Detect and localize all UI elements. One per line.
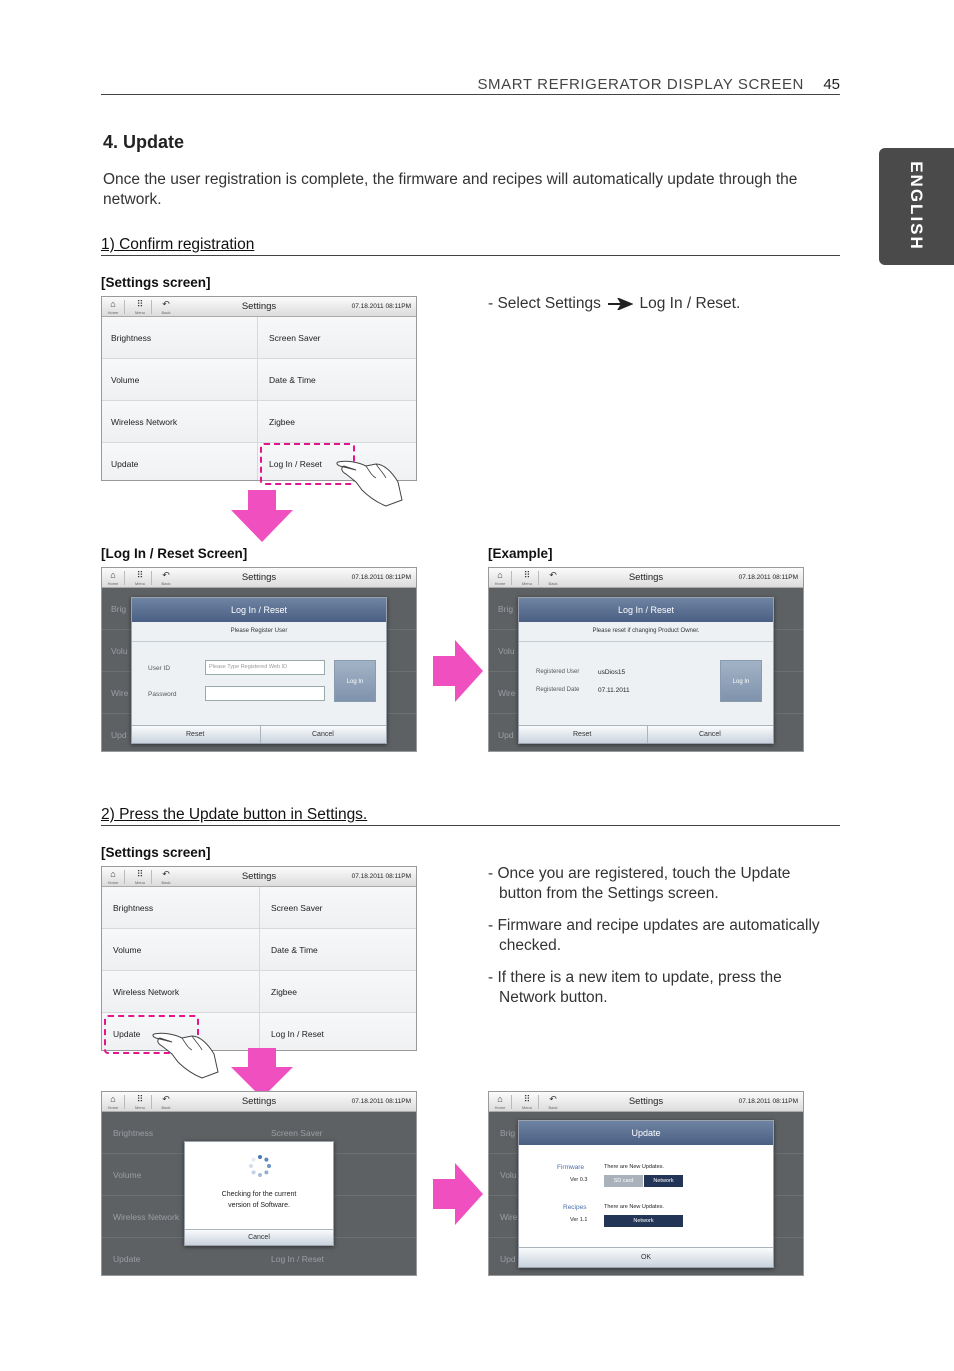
sd-card-button[interactable]: SD card: [604, 1175, 643, 1187]
brightness-item[interactable]: Brightness: [111, 333, 152, 343]
home-icon[interactable]: ⌂: [110, 1094, 116, 1104]
registered-date: 07.11.2011: [598, 687, 630, 694]
back-icon[interactable]: ↶: [162, 1094, 170, 1104]
note-3: - If there is a new item to update, press the Network button.: [488, 969, 782, 1006]
back-icon[interactable]: ↶: [162, 570, 170, 580]
date-time-item[interactable]: Date & Time: [271, 945, 318, 955]
note-2: - Firmware and recipe updates are automatically checked.: [488, 917, 820, 954]
update-screen: ⌂ Home ⠿ Menu ↶ Back Settings 07.18.2011 08:11PM Brig Volu Wire Upd Update Firmware Ver 0.3 There are New Updates. SD card Network Recipes Ver 1.1 There are New Updates. Network OK: [488, 1091, 804, 1276]
back-icon[interactable]: ↶: [162, 299, 170, 309]
language-tab-label: ENGLISH: [907, 161, 926, 251]
recipes-network-button[interactable]: Network: [604, 1215, 683, 1227]
note-1: - Once you are registered, touch the Update button from the Settings screen.: [488, 865, 791, 902]
update-dialog: Update Firmware Ver 0.3 There are New Updates. SD card Network Recipes Ver 1.1 There are New Updates. Network OK: [518, 1120, 774, 1268]
step2-heading: 2) Press the Update button in Settings.: [101, 806, 840, 826]
back-icon[interactable]: ↶: [162, 869, 170, 879]
dialog-title: Log In / Reset: [132, 598, 386, 622]
login-reset-item[interactable]: Log In / Reset: [269, 459, 322, 469]
registered-user: usDios15: [598, 669, 626, 676]
language-tab: [879, 148, 954, 265]
checking-message-1: Checking for the current: [221, 1191, 297, 1198]
login-reset-screen: ⌂ Home ⠿ Menu ↶ Back Settings 07.18.2011 08:11PM Brig Volu Wire Upd Log In / Reset Please Register User User ID Please Type Registered Web ID Password Log In Reset Cancel: [101, 567, 417, 752]
volume-item[interactable]: Volume: [111, 375, 140, 385]
zigbee-item[interactable]: Zigbee: [269, 417, 295, 427]
zigbee-item[interactable]: Zigbee: [271, 987, 297, 997]
home-icon[interactable]: ⌂: [110, 299, 116, 309]
step1-settings-caption: [Settings screen]: [101, 275, 211, 290]
ok-button[interactable]: OK: [640, 1254, 652, 1261]
menu-icon[interactable]: ⠿: [136, 299, 144, 309]
example-screen: ⌂ Home ⠿ Menu ↶ Back Settings 07.18.2011 08:11PM Brig Volu Wire Upd Log In / Reset Please reset if changing Product Owner. Registered User usDios15 Registered Date 07.11.2011 Log In Reset Cancel: [488, 567, 804, 752]
home-icon[interactable]: ⌂: [110, 570, 116, 580]
reset-button[interactable]: Reset: [186, 731, 205, 738]
section-intro: Once the user registration is complete, the firmware and recipes will automatically update through the network.: [103, 171, 798, 208]
hand-pointer-icon: [336, 452, 406, 510]
back-icon[interactable]: ↶: [549, 1094, 557, 1104]
page-number: 45: [823, 76, 840, 93]
screen-saver-item[interactable]: Screen Saver: [269, 333, 321, 343]
step2-notes: [488, 864, 833, 1020]
volume-item[interactable]: Volume: [113, 945, 142, 955]
back-icon[interactable]: ↶: [549, 570, 557, 580]
date-time-item[interactable]: Date & Time: [269, 375, 316, 385]
example-caption: [Example]: [488, 546, 553, 561]
step2-settings-caption: [Settings screen]: [101, 845, 211, 860]
home-icon[interactable]: ⌂: [497, 570, 503, 580]
pink-down-arrow-icon: [231, 490, 293, 542]
login-reset-item[interactable]: Log In / Reset: [271, 1029, 324, 1039]
cancel-button[interactable]: Cancel: [248, 1234, 270, 1241]
page-header: [101, 75, 840, 95]
menu-icon[interactable]: ⠿: [136, 570, 144, 580]
login-screen-caption: [Log In / Reset Screen]: [101, 546, 248, 561]
settings-screen-2: ⌂ Home ⠿ Menu ↶ Back Settings 07.18.2011 08:11PM Brightness Screen Saver Volume Date & Time Wireless Network Zigbee Update Log In / Reset: [101, 866, 417, 1051]
loading-spinner-icon: [248, 1154, 272, 1178]
password-input[interactable]: [205, 686, 325, 701]
home-icon[interactable]: ⌂: [497, 1094, 503, 1104]
menu-icon[interactable]: ⠿: [136, 1094, 144, 1104]
example-dialog: Log In / Reset Please reset if changing Product Owner. Registered User usDios15 Registered Date 07.11.2011 Log In Reset Cancel: [518, 597, 774, 744]
hand-pointer-icon: [152, 1024, 222, 1082]
brightness-item[interactable]: Brightness: [113, 903, 154, 913]
checking-message-2: version of Software.: [228, 1202, 290, 1209]
login-button[interactable]: Log In: [334, 660, 376, 702]
menu-icon[interactable]: ⠿: [523, 1094, 531, 1104]
section-title: 4. Update: [103, 132, 185, 152]
step1-instruction: - Select Settings Log In / Reset.: [488, 295, 741, 312]
checking-screen: ⌂ Home ⠿ Menu ↶ Back Settings 07.18.2011 08:11PM Brightness Screen Saver Volume Wireless Network Update Log In / Reset Checking for the current version of Software. Cancel: [101, 1091, 417, 1276]
pink-right-arrow-icon: [433, 1163, 483, 1225]
cancel-button[interactable]: Cancel: [699, 731, 721, 738]
update-item[interactable]: Update: [113, 1029, 141, 1039]
update-item[interactable]: Update: [111, 459, 139, 469]
step1-heading: 1) Confirm registration: [101, 236, 840, 256]
home-icon[interactable]: ⌂: [110, 869, 116, 879]
screen-saver-item[interactable]: Screen Saver: [271, 903, 323, 913]
pink-right-arrow-icon: [433, 640, 483, 702]
menu-icon[interactable]: ⠿: [136, 869, 144, 879]
reset-button[interactable]: Reset: [573, 731, 592, 738]
wireless-network-item[interactable]: Wireless Network: [111, 417, 178, 427]
login-button[interactable]: Log In: [720, 660, 762, 702]
checking-dialog: [184, 1141, 334, 1246]
user-id-input[interactable]: Please Type Registered Web ID: [205, 660, 325, 675]
datetime: 07.18.2011 08:11PM: [351, 303, 411, 310]
login-dialog: Log In / Reset Please Register User User ID Please Type Registered Web ID Password Log In Reset Cancel: [131, 597, 387, 744]
cancel-button[interactable]: Cancel: [312, 731, 334, 738]
top-bar: ⌂ Home ⠿ Menu ↶ Back Settings 07.18.2011 08:11PM: [102, 297, 416, 317]
wireless-network-item[interactable]: Wireless Network: [113, 987, 180, 997]
header-title: SMART REFRIGERATOR DISPLAY SCREEN: [477, 76, 804, 93]
firmware-network-button[interactable]: Network: [644, 1175, 683, 1187]
menu-icon[interactable]: ⠿: [523, 570, 531, 580]
screen-title: Settings: [241, 301, 277, 312]
arrow-right-icon: [607, 298, 633, 310]
